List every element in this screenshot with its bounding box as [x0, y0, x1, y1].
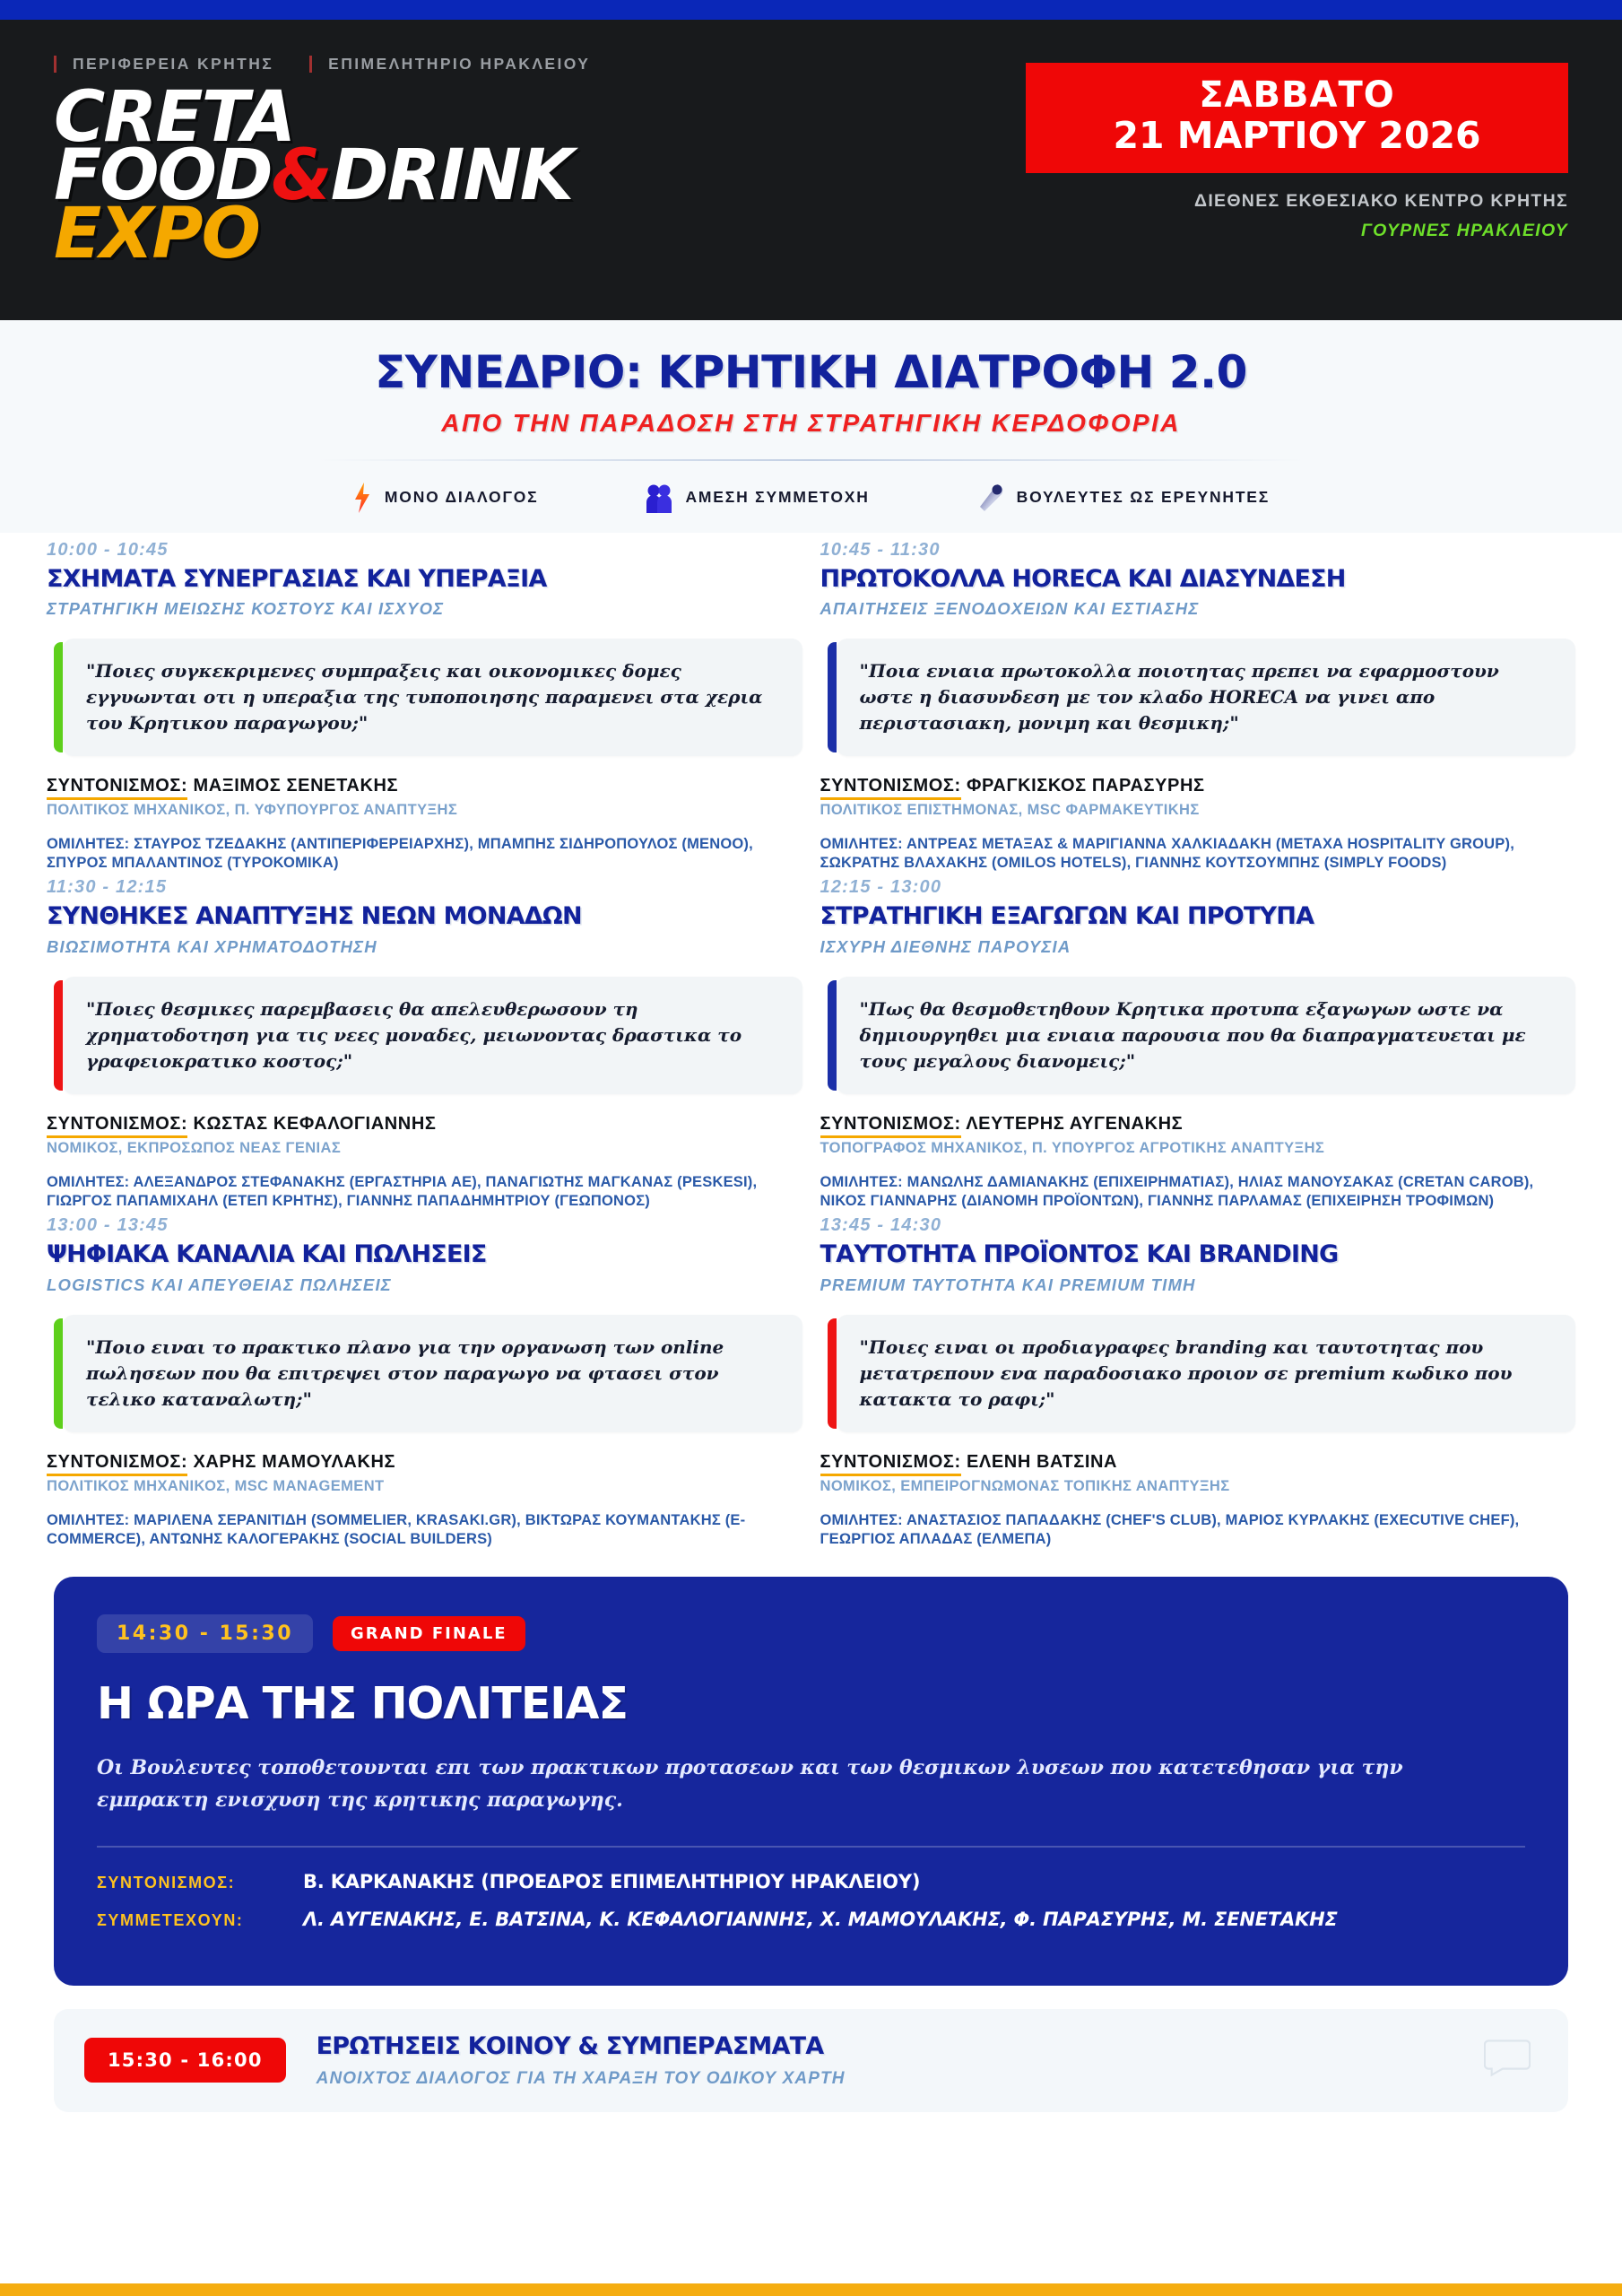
qa-time-badge: 15:30 - 16:00: [84, 2038, 286, 2083]
moderator-role: ΠΟΛΙΤΙΚΟΣ ΕΠΙΣΤΗΜΟΝΑΣ, MSC ΦΑΡΜΑΚΕΥΤΙΚΗΣ: [820, 802, 1200, 819]
session-question: "Ποιες ειναι οι προδιαγραφες branding και ταυτοτητας που μετατρεπουν ενα παραδοσιακο προιον σε premium κωδικο που κατακτα το ραφι;": [859, 1336, 1513, 1411]
session-speakers: ΟΜΙΛΗΤΕΣ: ΜΑΡΙΛΕΝΑ ΣΕΡΑΝΙΤΙΔΗ (SOMMELIER, KRASAKI.GR), ΒΙΚΤΩΡΑΣ ΚΟΥΜΑΝΤΑΚΗΣ (E-COMMERCE), ΑΝΤΩΝΗΣ ΚΑΛΟΓΕΡΑΚΗΣ (SOCIAL BUILDERS): [47, 1512, 746, 1547]
session-question-box: [837, 977, 1576, 1094]
finale-description: Οι Βουλευτες τοποθετουνται επι των πρακτικων προτασεων και των θεσμικων λυσεων που κατετεθησαν για την εμπρακτη ενισχυση της κρητικης παραγωγης.: [97, 1756, 1403, 1812]
session-moderator: [820, 1452, 1576, 1473]
session-moderator: [47, 1114, 802, 1135]
organizer-region: ΠΕΡΙΦΕΡΕΙΑ ΚΡΗΤΗΣ: [54, 56, 273, 73]
moderator-role: ΤΟΠΟΓΡΑΦΟΣ ΜΗΧΑΝΙΚΟΣ, Π. ΥΠΟΥΡΓΟΣ ΑΓΡΟΤΙΚΗΣ ΑΝΑΠΤΥΞΗΣ: [820, 1140, 1325, 1157]
moderator-role: ΠΟΛΙΤΙΚΟΣ ΜΗΧΑΝΙΚΟΣ, MSC MANAGEMENT: [47, 1478, 385, 1495]
qa-section: [0, 1986, 1622, 2112]
finale-section: [0, 1553, 1622, 1985]
session-card[interactable]: [47, 877, 802, 1215]
speech-bubble-icon: [1484, 2039, 1531, 2082]
session-question-box: [837, 1315, 1576, 1432]
finale-divider: [97, 1846, 1525, 1848]
session-title: ΣΧΗΜΑΤΑ ΣΥΝΕΡΓΑΣΙΑΣ ΚΑΙ ΥΠΕΡΑΞΙΑ: [47, 564, 547, 593]
session-card[interactable]: [47, 540, 802, 878]
logo-line-creta: CRETA: [54, 77, 295, 159]
feature-label: ΒΟΥΛΕΥΤΕΣ ΩΣ ΕΡΕΥΝΗΤΕΣ: [1016, 488, 1271, 506]
session-question-box: [837, 639, 1576, 756]
page-subtitle: ΑΠΟ ΤΗΝ ΠΑΡΑΔΟΣΗ ΣΤΗ ΣΤΡΑΤΗΓΙΚΗ ΚΕΡΔΟΦΟΡΙΑ: [441, 408, 1181, 437]
session-card[interactable]: [820, 1215, 1576, 1553]
finale-title: Η ΩΡΑ ΤΗΣ ΠΟΛΙΤΕΙΑΣ: [97, 1678, 628, 1730]
qa-title: ΕΡΩΤΗΣΕΙΣ ΚΟΙΝΟΥ & ΣΥΜΠΕΡΑΣΜΑΤΑ: [316, 2031, 824, 2060]
session-subtitle: ΒΙΩΣΙΜΟΤΗΤΑ ΚΑΙ ΧΡΗΜΑΤΟΔΟΤΗΣΗ: [47, 937, 377, 957]
session-speakers: ΟΜΙΛΗΤΕΣ: ΑΛΕΞΑΝΔΡΟΣ ΣΤΕΦΑΝΑΚΗΣ (ΕΡΓΑΣΤΗΡΙΑ ΑΕ), ΠΑΝΑΓΙΩΤΗΣ ΜΑΓΚΑΝΑΣ (PESKESI), ΓΙΩΡΓΟΣ ΠΑΠΑΜΙΧΑΗΛ (ΕΤΕΠ ΚΡΗΤΗΣ), ΓΙΑΝΝΗΣ ΠΑΠΑΔΗΜΗΤΡΙΟΥ (ΓΕΩΠΟΝΟΣ): [47, 1174, 758, 1209]
moderator-label: ΣΥΝΤΟΝΙΣΜΟΣ:: [47, 776, 187, 800]
session-speakers: ΟΜΙΛΗΤΕΣ: ΣΤΑΥΡΟΣ ΤΖΕΔΑΚΗΣ (ΑΝΤΙΠΕΡΙΦΕΡΕΙΑΡΧΗΣ), ΜΠΑΜΠΗΣ ΣΙΔΗΡΟΠΟΥΛΟΣ (ΜΕΝΟΟ), ΣΠΥΡΟΣ ΜΠΑΛΑΝΤΙΝΟΣ (ΤΥΡΟΚΟΜΙΚΑ): [47, 836, 753, 871]
finale-participants-value: Λ. ΑΥΓΕΝΑΚΗΣ, Ε. ΒΑΤΣΙΝΑ, Κ. ΚΕΦΑΛΟΓΙΑΝΝΗΣ, Χ. ΜΑΜΟΥΛΑΚΗΣ, Φ. ΠΑΡΑΣΥΡΗΣ, Μ. ΣΕΝΕΤΑΚΗΣ: [303, 1908, 1338, 1930]
session-time: 10:00 - 10:45: [47, 539, 169, 560]
event-header: [0, 20, 1622, 320]
logo-food: FOOD: [54, 135, 272, 216]
qa-card[interactable]: [54, 2009, 1568, 2112]
finale-moderator-value: Β. ΚΑΡΚΑΝΑΚΗΣ (ΠΡΟΕΔΡΟΣ ΕΠΙΜΕΛΗΤΗΡΙΟΥ ΗΡΑΚΛΕΙΟΥ): [303, 1870, 921, 1892]
moderator-label: ΣΥΝΤΟΝΙΣΜΟΣ:: [820, 776, 961, 800]
session-time: 11:30 - 12:15: [47, 877, 168, 898]
microphone-icon: [977, 483, 1004, 513]
feature-list: [0, 483, 1622, 513]
bolt-icon: [352, 483, 372, 513]
session-speakers: ΟΜΙΛΗΤΕΣ: ΑΝΤΡΕΑΣ ΜΕΤΑΞΑΣ & ΜΑΡΙΓΙΑΝΝΑ ΧΑΛΚΙΑΔΑΚΗ (METAXA HOSPITALITY GROUP), ΣΩΚΡΑΤΗΣ ΒΛΑΧΑΚΗΣ (OMILOS HOTELS), ΓΙΑΝΝΗΣ ΚΟΥΤΣΟΥΜΠΗΣ (SIMPLY FOODS): [820, 836, 1514, 871]
bottom-accent-strip: [0, 2283, 1622, 2296]
session-subtitle: ΣΤΡΑΤΗΓΙΚΗ ΜΕΙΩΣΗΣ ΚΟΣΤΟΥΣ ΚΑΙ ΙΣΧΥΟΣ: [47, 599, 445, 619]
finale-moderator-row: [97, 1871, 1525, 1892]
finale-time-badge: 14:30 - 15:30: [97, 1614, 313, 1653]
moderator-name: ΧΑΡΗΣ ΜΑΜΟΥΛΑΚΗΣ: [193, 1452, 396, 1473]
session-card[interactable]: [820, 877, 1576, 1215]
session-card[interactable]: [47, 1215, 802, 1553]
finale-tag-badge: GRAND FINALE: [333, 1616, 525, 1651]
conference-title-band: [0, 320, 1622, 533]
moderator-label: ΣΥΝΤΟΝΙΣΜΟΣ:: [820, 1114, 961, 1138]
moderator-name: ΕΛΕΝΗ ΒΑΤΣΙΝΑ: [966, 1452, 1118, 1473]
session-question-box: [63, 639, 802, 756]
session-title: ΣΤΡΑΤΗΓΙΚΗ ΕΞΑΓΩΓΩΝ ΚΑΙ ΠΡΟΤΥΠΑ: [820, 902, 1314, 931]
session-question: "Ποιο ειναι το πρακτικο πλανο για την οργανωση των online πωλησεων που θα επιτρεψει στον παραγωγο να φτασει στον τελικο καταναλωτη;": [86, 1336, 724, 1411]
session-title: ΤΑΥΤΟΤΗΤΑ ΠΡΟΪΟΝΤΟΣ ΚΑΙ BRANDING: [820, 1240, 1339, 1269]
session-question: "Ποιες θεσμικες παρεμβασεις θα απελευθερωσουν τη χρηματοδοτηση για τις νεες μοναδες, μειωνοντας δραστικα το γραφειοκρατικο κοστος;": [86, 998, 742, 1073]
logo-line-expo: EXPO: [54, 193, 259, 274]
session-question: "Πως θα θεσμοθετηθουν Κρητικα προτυπα εξαγωγων ωστε να δημιουργηθει μια ενιαια παρουσια που θα διαπραγματευεται με τους μεγαλους διανομεις;": [859, 998, 1526, 1073]
moderator-name: ΚΩΣΤΑΣ ΚΕΦΑΛΟΓΙΑΝΝΗΣ: [193, 1114, 437, 1135]
organizer-chamber: ΕΠΙΜΕΛΗΤΗΡΙΟ ΗΡΑΚΛΕΙΟΥ: [309, 56, 590, 73]
moderator-name: ΦΡΑΓΚΙΣΚΟΣ ΠΑΡΑΣΥΡΗΣ: [966, 776, 1205, 796]
top-accent-strip: [0, 0, 1622, 20]
finale-moderator-label: ΣΥΝΤΟΝΙΣΜΟΣ:: [97, 1873, 236, 1892]
moderator-label: ΣΥΝΤΟΝΙΣΜΟΣ:: [47, 1452, 187, 1476]
finale-participants-label: ΣΥΜΜΕΤΕΧΟΥΝ:: [97, 1910, 244, 1929]
session-moderator: [47, 776, 802, 796]
session-title: ΨΗΦΙΑΚΑ ΚΑΝΑΛΙΑ ΚΑΙ ΠΩΛΗΣΕΙΣ: [47, 1240, 487, 1269]
date-full: 21 ΜΑΡΤΙΟΥ 2026: [1113, 113, 1481, 157]
session-question-box: [63, 1315, 802, 1432]
finale-card[interactable]: [54, 1577, 1568, 1985]
venue-name: ΔΙΕΘΝΕΣ ΕΚΘΕΣΙΑΚΟ ΚΕΝΤΡΟ ΚΡΗΤΗΣ: [1194, 190, 1568, 211]
session-subtitle: ΙΣΧΥΡΗ ΔΙΕΘΝΗΣ ΠΑΡΟΥΣΙΑ: [820, 937, 1071, 957]
feature-mps-researchers: [977, 483, 1270, 513]
moderator-label: ΣΥΝΤΟΝΙΣΜΟΣ:: [47, 1114, 187, 1138]
divider: [318, 459, 1305, 461]
session-title: ΣΥΝΘΗΚΕΣ ΑΝΑΠΤΥΞΗΣ ΝΕΩΝ ΜΟΝΑΔΩΝ: [47, 902, 582, 931]
moderator-name: ΜΑΞΙΜΟΣ ΣΕΝΕΤΑΚΗΣ: [193, 776, 399, 796]
venue-city: ΓΟΥΡΝΕΣ ΗΡΑΚΛΕΙΟΥ: [1360, 220, 1568, 240]
people-icon: [646, 483, 672, 513]
session-moderator: [47, 1452, 802, 1473]
feature-participation: [646, 483, 869, 513]
session-subtitle: LOGISTICS ΚΑΙ ΑΠΕΥΘΕΙΑΣ ΠΩΛΗΣΕΙΣ: [47, 1275, 392, 1295]
session-grid: [0, 533, 1622, 1554]
moderator-role: ΝΟΜΙΚΟΣ, ΕΚΠΡΟΣΩΠΟΣ ΝΕΑΣ ΓΕΝΙΑΣ: [47, 1140, 342, 1157]
session-question: "Ποια ενιαια πρωτοκολλα ποιοτητας πρεπει να εφαρμοστουν ωστε η διασυνδεση με τον κλαδο HORECA να γινει απο περιστασιακη, μονιμη και θεσμικη;": [859, 660, 1499, 735]
moderator-role: ΝΟΜΙΚΟΣ, ΕΜΠΕΙΡΟΓΝΩΜΟΝΑΣ ΤΟΠΙΚΗΣ ΑΝΑΠΤΥΞΗΣ: [820, 1478, 1230, 1495]
qa-subtitle: ΑΝΟΙΧΤΟΣ ΔΙΑΛΟΓΟΣ ΓΙΑ ΤΗ ΧΑΡΑΞΗ ΤΟΥ ΟΔΙΚΟΥ ΧΑΡΤΗ: [316, 2068, 846, 2088]
session-moderator: [820, 776, 1576, 796]
session-moderator: [820, 1114, 1576, 1135]
logo-drink: DRINK: [330, 135, 573, 216]
moderator-name: ΛΕΥΤΕΡΗΣ ΑΥΓΕΝΑΚΗΣ: [966, 1114, 1184, 1135]
session-speakers: ΟΜΙΛΗΤΕΣ: ΜΑΝΩΛΗΣ ΔΑΜΙΑΝΑΚΗΣ (ΕΠΙΧΕΙΡΗΜΑΤΙΑΣ), ΗΛΙΑΣ ΜΑΝΟΥΣΑΚΑΣ (CRETAN CAROB), ΝΙΚΟΣ ΓΙΑΝΝΑΡΗΣ (ΔΙΑΝΟΜΗ ΠΡΟΪΟΝΤΩΝ), ΓΙΑΝΝΗΣ ΠΑΡΛΑΜΑΣ (ΕΠΙΧΕΙΡΗΣΗ ΤΡΟΦΙΜΩΝ): [820, 1174, 1534, 1209]
moderator-label: ΣΥΝΤΟΝΙΣΜΟΣ:: [820, 1452, 961, 1476]
session-time: 12:15 - 13:00: [820, 877, 942, 898]
session-time: 10:45 - 11:30: [820, 539, 941, 560]
date-weekday: ΣΑΒΒΑΤΟ: [1199, 74, 1395, 116]
page-title: ΣΥΝΕΔΡΙΟ: ΚΡΗΤΙΚΗ ΔΙΑΤΡΟΦΗ 2.0: [375, 346, 1247, 398]
session-card[interactable]: [820, 540, 1576, 878]
feature-dialogue: [352, 483, 539, 513]
finale-badges: [97, 1614, 1525, 1653]
session-question-box: [63, 977, 802, 1094]
finale-participants-row: [97, 1909, 1525, 1930]
session-title: ΠΡΩΤΟΚΟΛΛΑ HORECA ΚΑΙ ΔΙΑΣΥΝΔΕΣΗ: [820, 564, 1346, 593]
session-subtitle: PREMIUM ΤΑΥΤΟΤΗΤΑ ΚΑΙ PREMIUM ΤΙΜΗ: [820, 1275, 1196, 1295]
session-subtitle: ΑΠΑΙΤΗΣΕΙΣ ΞΕΝΟΔΟΧΕΙΩΝ ΚΑΙ ΕΣΤΙΑΣΗΣ: [820, 599, 1200, 619]
session-time: 13:00 - 13:45: [47, 1215, 169, 1236]
feature-label: ΜΟΝΟ ΔΙΑΛΟΓΟΣ: [384, 488, 539, 506]
logo-ampersand: &: [271, 135, 331, 216]
date-badge: [1026, 63, 1568, 173]
session-question: "Ποιες συγκεκριμενες συμπραξεις και οικονομικες δομες εγγυωνται οτι η υπεραξια της τυποποιησης παραμενει στα χερια του Κρητικου παραγωγου;": [86, 660, 763, 735]
feature-label: ΑΜΕΣΗ ΣΥΜΜΕΤΟΧΗ: [685, 488, 870, 506]
event-date-block: [1026, 63, 1568, 241]
moderator-role: ΠΟΛΙΤΙΚΟΣ ΜΗΧΑΝΙΚΟΣ, Π. ΥΦΥΠΟΥΡΓΟΣ ΑΝΑΠΤΥΞΗΣ: [47, 802, 458, 819]
qa-text-block: [317, 2032, 846, 2089]
session-speakers: ΟΜΙΛΗΤΕΣ: ΑΝΑΣΤΑΣΙΟΣ ΠΑΠΑΔΑΚΗΣ (CHEF'S CLUB), ΜΑΡΙΟΣ ΚΥΡΛΑΚΗΣ (EXECUTIVE CHEF), ΓΕΩΡΓΙΟΣ ΑΠΛΑΔΑΣ (ΕΛΜΕΠΑ): [820, 1512, 1520, 1547]
session-time: 13:45 - 14:30: [820, 1215, 942, 1236]
